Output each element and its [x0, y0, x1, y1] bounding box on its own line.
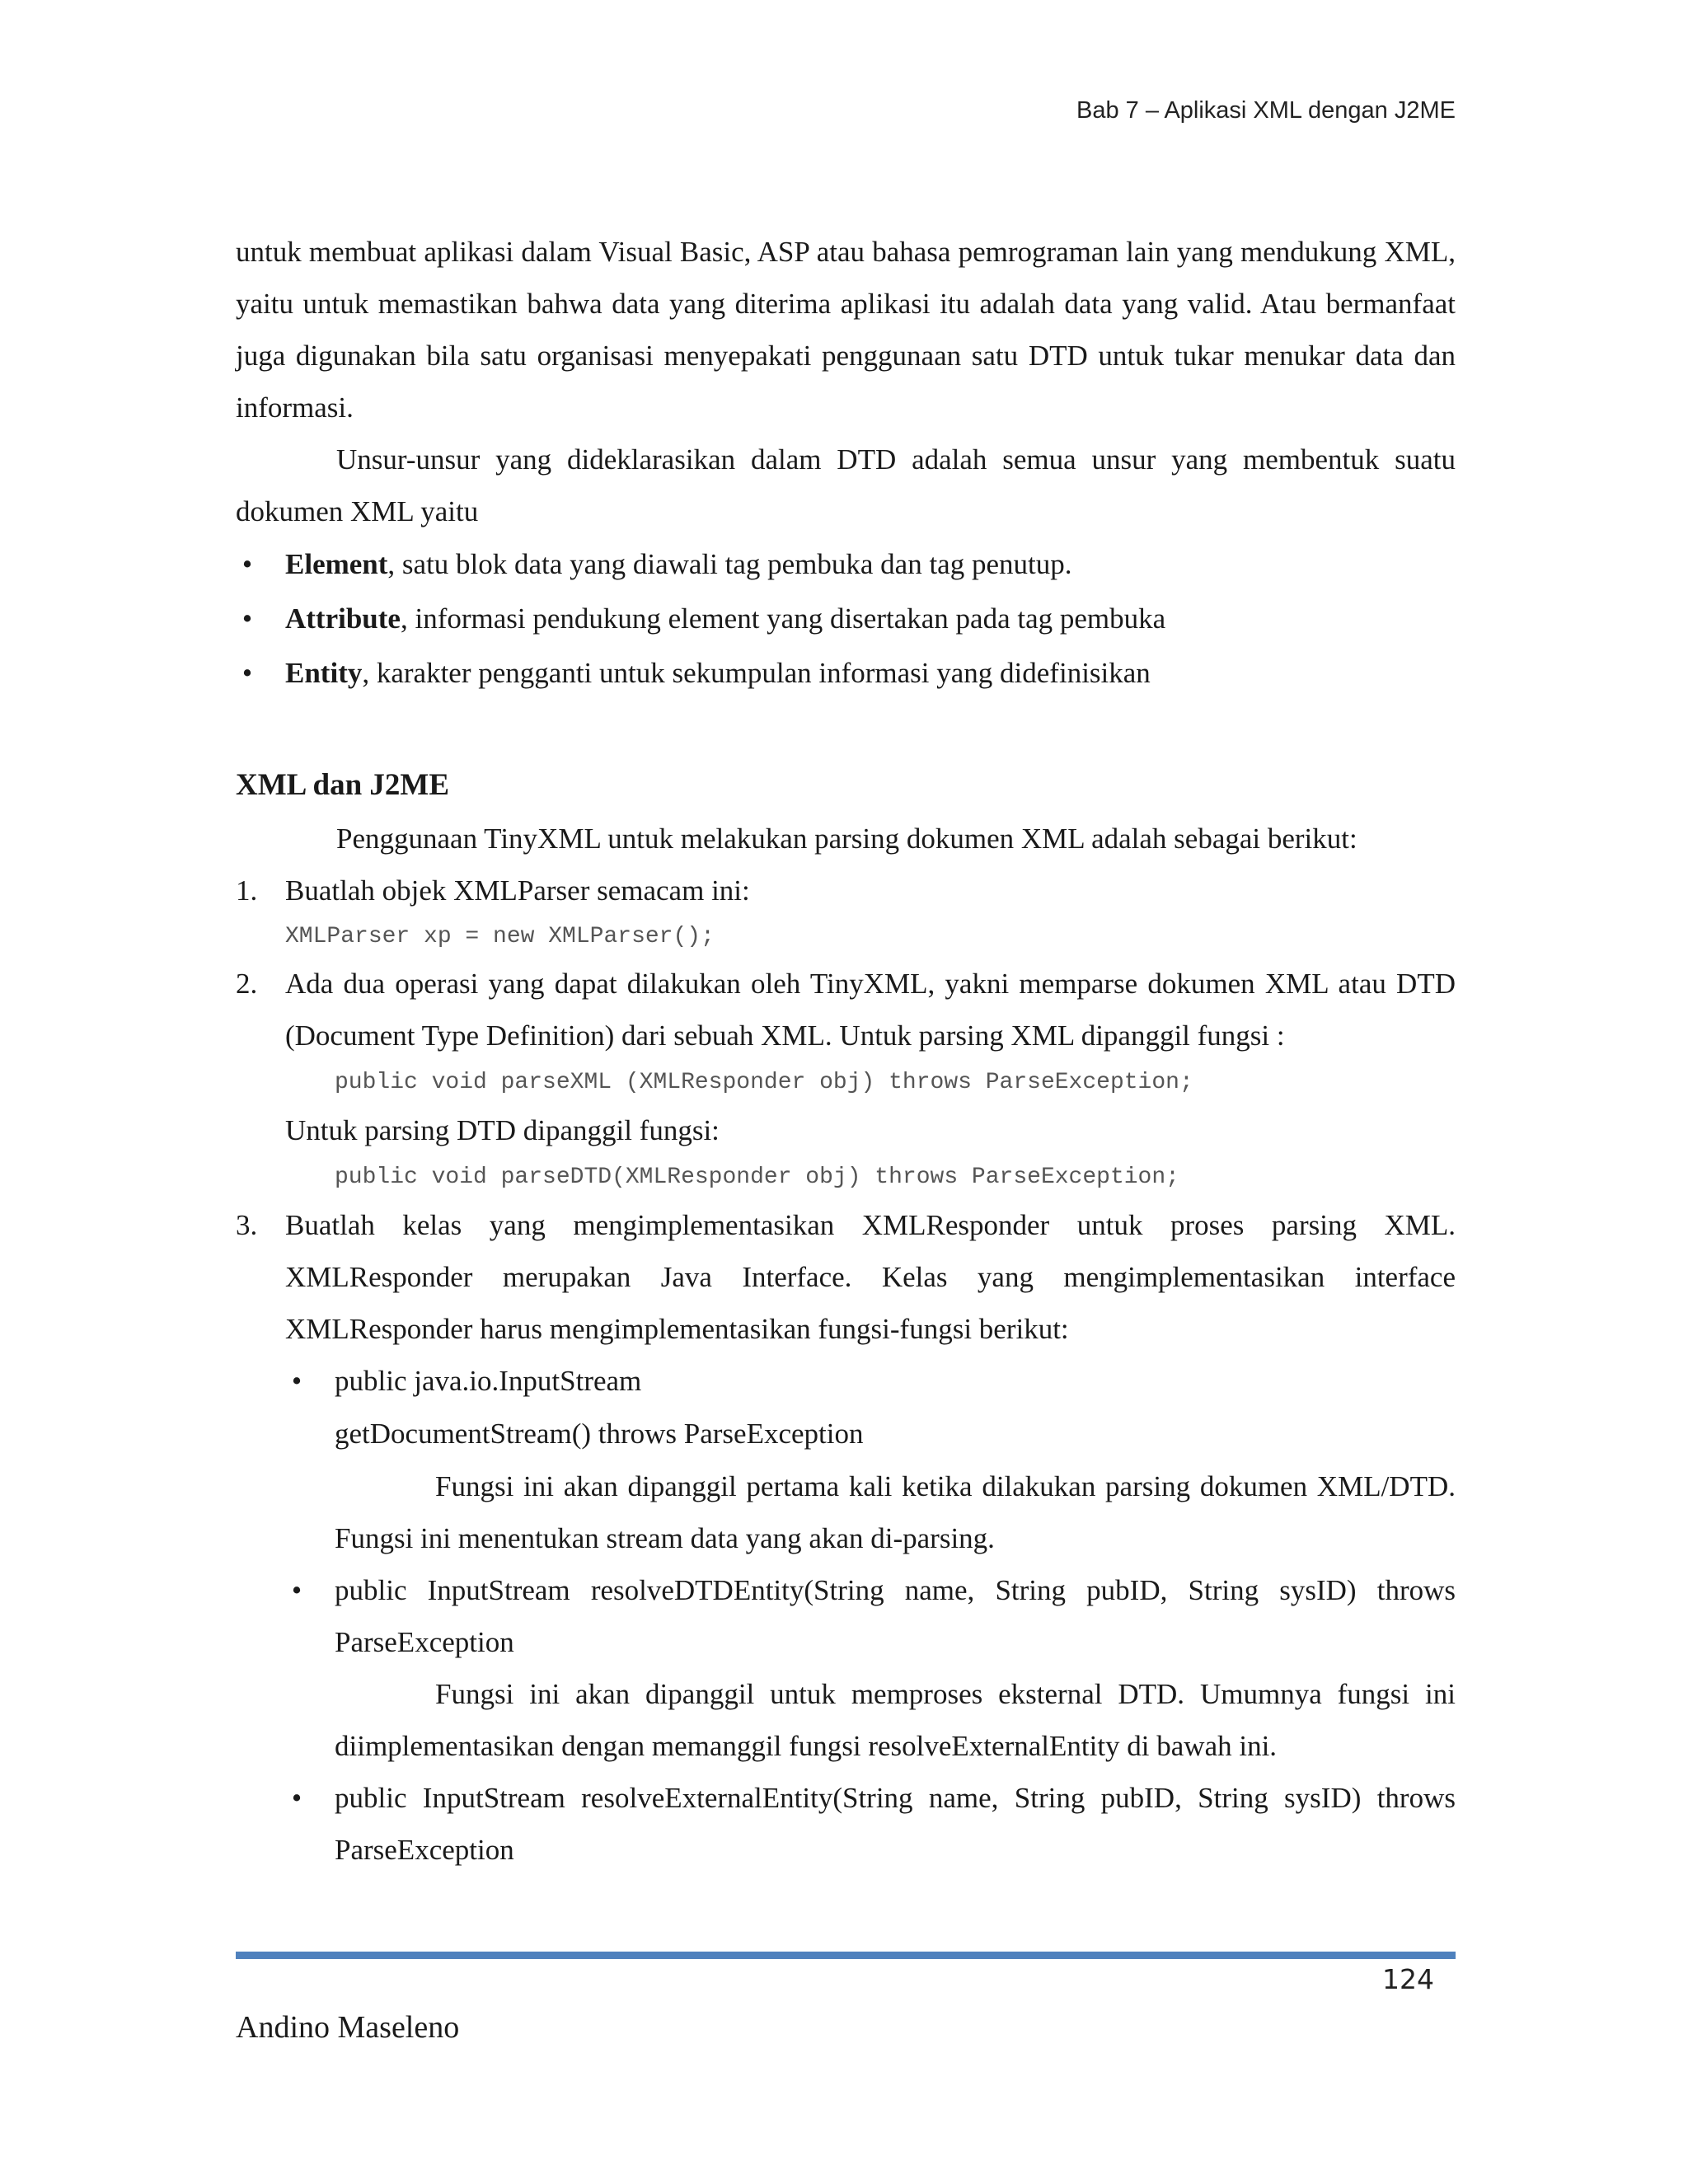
function-item: [236, 1564, 1456, 1772]
dtd-item-desc: , satu blok data yang diawali tag pembuka dan tag penutup.: [387, 548, 1072, 580]
step-number: 1.: [236, 874, 258, 907]
intro-section: [236, 226, 1456, 701]
step-text-2: Untuk parsing DTD dipanggil fungsi:: [285, 1114, 720, 1146]
bullet-icon: •: [291, 1574, 302, 1606]
step-text: Buatlah kelas yang mengimplementasikan XMLResponder untuk proses parsing XML. XMLResponder merupakan Java Interface. Kelas yang mengimplementasikan interface XMLResponder harus mengimplementasikan fungsi-fungsi berikut:: [285, 1209, 1456, 1345]
bullet-icon: •: [241, 657, 253, 689]
function-signature: public InputStream resolveExternalEntity(String name, String pubID, String sysID) throws ParseException: [335, 1782, 1456, 1866]
step-number: 2.: [236, 968, 258, 1000]
dtd-item-desc: , informasi pendukung element yang disertakan pada tag pembuka: [400, 602, 1166, 635]
step-text: Ada dua operasi yang dapat dilakukan oleh TinyXML, yakni memparse dokumen XML atau DTD (Document Type Definition) dari sebuah XML. Untuk parsing XML dipanggil fungsi :: [285, 968, 1456, 1052]
step-1: [236, 865, 1456, 958]
dtd-item-term: Element: [285, 548, 388, 580]
function-description: Fungsi ini akan dipanggil untuk memproses eksternal DTD. Umumnya fungsi ini diimplementasikan dengan memanggil fungsi resolveExternalEntity di bawah ini.: [335, 1678, 1456, 1762]
function-item: [236, 1772, 1456, 1876]
step-2: [236, 958, 1456, 1199]
section-intro: Penggunaan TinyXML untuk melakukan parsing dokumen XML adalah sebagai berikut:: [336, 823, 1357, 855]
page-number: 124: [1382, 1963, 1434, 1995]
dtd-item-term: Entity: [285, 657, 363, 689]
dtd-item-attribute: [236, 592, 1456, 646]
function-signature: public InputStream resolveDTDEntity(String name, String pubID, String sysID) throws ParseException: [335, 1574, 1456, 1658]
step-number: 3.: [236, 1209, 258, 1241]
code-snippet: XMLParser xp = new XMLParser();: [285, 924, 715, 949]
intro-paragraph-1: untuk membuat aplikasi dalam Visual Basic, ASP atau bahasa pemrograman lain yang mendukung XML, yaitu untuk memastikan bahwa data yang diterima aplikasi itu adalah data yang valid. Atau bermanfaat juga digunakan bila satu organisasi menyepakati penggunaan satu DTD untuk tukar menukar data dan informasi.: [236, 236, 1456, 424]
dtd-item-term: Attribute: [285, 602, 401, 635]
author-name: Andino Maseleno: [236, 2010, 460, 2045]
bullet-icon: •: [241, 548, 253, 580]
function-signature-line-1: public java.io.InputStream: [335, 1365, 642, 1397]
section-heading: XML dan J2ME: [236, 768, 450, 802]
step-3: [236, 1199, 1456, 1355]
running-header: Bab 7 – Aplikasi XML dengan J2ME: [1076, 97, 1456, 124]
intro-paragraph-2: Unsur-unsur yang dideklarasikan dalam DTD adalah semua unsur yang membentuk suatu dokumen XML yaitu: [236, 443, 1456, 527]
function-item: [236, 1355, 1456, 1564]
function-description: Fungsi ini akan dipanggil pertama kali ketika dilakukan parsing dokumen XML/DTD. Fungsi ini menentukan stream data yang akan di-parsing.: [335, 1470, 1456, 1554]
bullet-icon: •: [241, 602, 253, 635]
code-snippet: public void parseXML (XMLResponder obj) throws ParseException;: [335, 1070, 1193, 1095]
dtd-item-entity: [236, 646, 1456, 701]
code-snippet-2: public void parseDTD(XMLResponder obj) throws ParseException;: [335, 1165, 1179, 1190]
function-signature-line-2: getDocumentStream() throws ParseException: [335, 1418, 864, 1450]
dtd-item-desc: , karakter pengganti untuk sekumpulan informasi yang didefinisikan: [362, 657, 1151, 689]
step-text: Buatlah objek XMLParser semacam ini:: [285, 874, 750, 907]
dtd-item-element: [236, 537, 1456, 592]
footer-rule: [236, 1952, 1456, 1959]
xml-j2me-section: [236, 758, 1456, 1876]
bullet-icon: •: [291, 1365, 302, 1397]
bullet-icon: •: [291, 1782, 302, 1814]
